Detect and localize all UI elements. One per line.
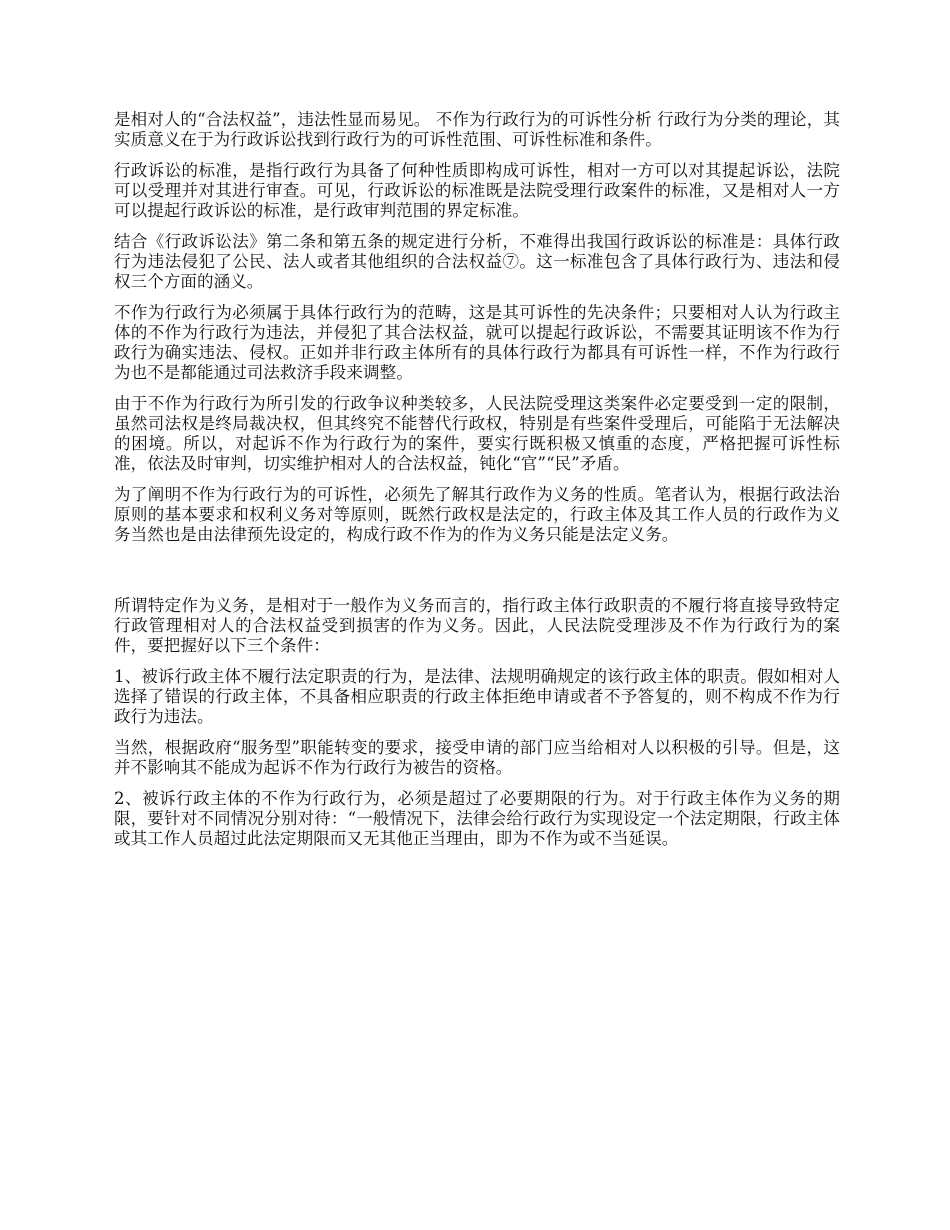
paragraph: 是相对人的“合法权益”，违法性显而易见。 不作为行政行为的可诉性分析 行政行为分类的理论，其实质意义在于为行政诉讼找到行政行为的可诉性范围、可诉性标准和条件。	[114, 110, 840, 149]
paragraph: 由于不作为行政行为所引发的行政争议种类较多，人民法院受理这类案件必定要受到一定的限制，虽然司法权是终局裁决权，但其终究不能替代行政权，特别是有些案件受理后，可能陷于无法解决的困境。所以，对起诉不作为行政行为的案件，要实行既积极又慎重的态度，严格把握可诉性标准，依法及时审判，切实维护相对人的合法权益，钝化“官”“民”矛盾。	[114, 394, 840, 473]
paragraph: 不作为行政行为必须属于具体行政行为的范畴，这是其可诉性的先决条件；只要相对人认为行政主体的不作为行政行为违法，并侵犯了其合法权益，就可以提起行政诉讼，不需要其证明该不作为行政行为确实违法、侵权。正如并非行政主体所有的具体行政行为都具有可诉性一样，不作为行政行为也不是都能通过司法救济手段来调整。	[114, 303, 840, 382]
paragraph: 为了阐明不作为行政行为的可诉性，必须先了解其行政作为义务的性质。笔者认为，根据行政法治原则的基本要求和权利义务对等原则，既然行政权是法定的，行政主体及其工作人员的行政作为义务当然也是由法律预先设定的，构成行政不作为的作为义务只能是法定义务。	[114, 485, 840, 544]
document-body	[114, 110, 840, 860]
paragraph: 所谓特定作为义务，是相对于一般作为义务而言的，指行政主体行政职责的不履行将直接导致特定行政管理相对人的合法权益受到损害的作为义务。因此，人民法院受理涉及不作为行政行为的案件，要把握好以下三个条件：	[114, 596, 840, 655]
paragraph: 行政诉讼的标准，是指行政行为具备了何种性质即构成可诉性，相对一方可以对其提起诉讼，法院可以受理并对其进行审查。可见，行政诉讼的标准既是法院受理行政案件的标准，又是相对人一方可以提起行政诉讼的标准，是行政审判范围的界定标准。	[114, 161, 840, 220]
paragraph: 当然，根据政府“服务型”职能转变的要求，接受申请的部门应当给相对人以积极的引导。但是，这并不影响其不能成为起诉不作为行政行为被告的资格。	[114, 738, 840, 777]
paragraph: 2、被诉行政主体的不作为行政行为，必须是超过了必要期限的行为。对于行政主体作为义务的期限，要针对不同情况分别对待：“一般情况下，法律会给行政行为实现设定一个法定期限，行政主体或其工作人员超过此法定期限而又无其他正当理由，即为不作为或不当延误。	[114, 789, 840, 848]
paragraph: 结合《行政诉讼法》第二条和第五条的规定进行分析，不难得出我国行政诉讼的标准是：具体行政行为违法侵犯了公民、法人或者其他组织的合法权益⑦。这一标准包含了具体行政行为、违法和侵权三个方面的涵义。	[114, 232, 840, 291]
section-gap	[114, 556, 840, 596]
paragraph: 1、被诉行政主体不履行法定职责的行为，是法律、法规明确规定的该行政主体的职责。假如相对人选择了错误的行政主体，不具备相应职责的行政主体拒绝申请或者不予答复的，则不构成不作为行政行为违法。	[114, 667, 840, 726]
